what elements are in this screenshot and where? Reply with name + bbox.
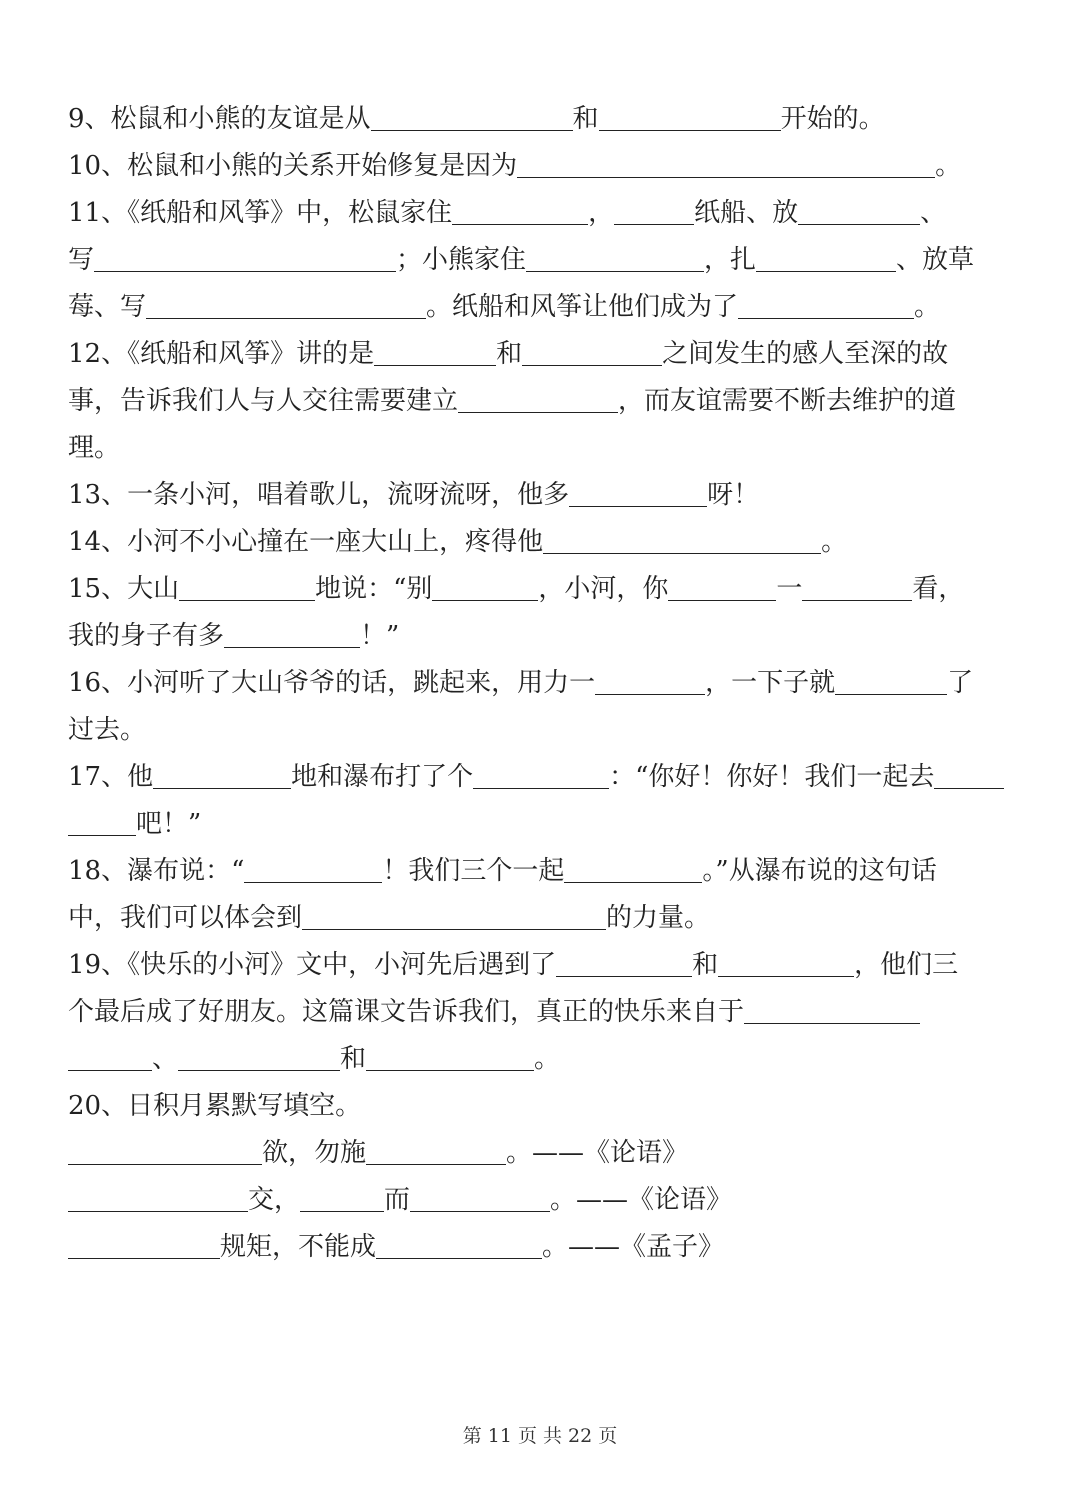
text: 19、《快乐的小河》文中，小河先后遇到了 [68,950,557,980]
text: 欲，勿施 [262,1138,367,1168]
quote-line-1 [68,1130,1016,1177]
question-12-continued [68,378,1016,425]
page-number-footer: 第 11 页 共 22 页 [462,1425,618,1447]
text: 个最后成了好朋友。这篇课文告诉我们，真正的快乐来自于 [68,997,745,1027]
question-11-continued [68,284,1016,331]
text: 写 [68,245,95,275]
text: ，扎 [704,245,757,275]
answer-blank[interactable] [68,805,136,836]
text: ；小熊家住 [396,245,527,275]
answer-blank[interactable] [410,1181,550,1212]
question-19-continued [68,989,1016,1036]
answer-blank[interactable] [718,946,854,977]
text: 了 [947,668,974,698]
answer-blank[interactable] [452,194,588,225]
text: 我的身子有多 [68,621,225,651]
question-17-continued [68,801,1016,848]
text: 规矩，不能成 [220,1232,377,1262]
text: 而 [384,1185,411,1215]
text: 事，告诉我们人与人交往需要建立 [68,386,459,416]
answer-blank[interactable] [366,1040,534,1071]
answer-blank[interactable] [756,241,896,272]
text: 的力量。 [606,903,711,933]
question-17 [68,754,1016,801]
text: 15、大山 [68,574,180,604]
answer-blank[interactable] [94,241,396,272]
text: 。——《论语》 [506,1138,689,1168]
text: 和 [496,339,523,369]
answer-blank[interactable] [802,570,912,601]
text: ，他们三 [854,950,959,980]
answer-blank[interactable] [614,194,694,225]
text: 地和瀑布打了个 [291,762,474,792]
answer-blank[interactable] [244,852,382,883]
text: 交， [248,1185,301,1215]
answer-blank[interactable] [300,1181,384,1212]
text: 一 [776,574,803,604]
text: 。 [914,292,941,322]
text: 和 [692,950,719,980]
question-15-continued [68,613,1016,660]
answer-blank[interactable] [543,523,821,554]
text: 18、瀑布说：“ [68,856,245,886]
answer-blank[interactable] [668,570,776,601]
text: 。 [534,1044,561,1074]
answer-blank[interactable] [68,1134,262,1165]
answer-blank[interactable] [556,946,692,977]
question-10 [68,143,1016,190]
answer-blank[interactable] [68,1228,220,1259]
text: ，而友谊需要不断去维护的道 [618,386,957,416]
text: ， [588,198,615,228]
text: 和 [340,1044,367,1074]
question-19-continued [68,1036,1016,1083]
text: 14、小河不小心撞在一座大山上，疼得他 [68,527,544,557]
answer-blank[interactable] [458,382,618,413]
answer-blank[interactable] [934,758,1004,789]
question-15 [68,566,1016,613]
text: 和 [572,104,599,134]
text: 、 [152,1044,179,1074]
answer-blank[interactable] [68,1040,152,1071]
answer-blank[interactable] [835,664,947,695]
answer-blank[interactable] [68,1181,248,1212]
text: 。 [821,527,848,557]
question-12 [68,331,1016,378]
text: 16、小河听了大山爷爷的话，跳起来，用力一 [68,668,596,698]
text: 开始的。 [780,104,885,134]
answer-blank[interactable] [569,476,707,507]
text: 呀！ [707,480,760,510]
quote-line-3 [68,1224,1016,1271]
text: 中，我们可以体会到 [68,903,303,933]
text: 、放草 [896,245,975,275]
text: 。——《论语》 [550,1185,733,1215]
question-list [68,96,1016,1271]
answer-blank[interactable] [798,194,920,225]
question-18-continued [68,895,1016,942]
text: ！我们三个一起 [382,856,565,886]
text: 11、《纸船和风筝》中，松鼠家住 [68,198,453,228]
answer-blank[interactable] [564,852,702,883]
question-20 [68,1083,1016,1130]
answer-blank[interactable] [178,1040,340,1071]
question-16 [68,660,1016,707]
answer-blank[interactable] [517,147,935,178]
answer-blank[interactable] [366,1134,506,1165]
answer-blank[interactable] [153,758,291,789]
answer-blank[interactable] [376,1228,542,1259]
text: 、 [920,198,947,228]
text: 莓、写 [68,292,147,322]
text: 13、一条小河，唱着歌儿，流呀流呀，他多 [68,480,570,510]
question-9 [68,96,1016,143]
answer-blank[interactable] [374,335,496,366]
answer-blank[interactable] [744,993,920,1024]
answer-blank[interactable] [432,570,538,601]
question-19 [68,942,1016,989]
text: 之间发生的感人至深的故 [662,339,949,369]
text: 地说：“别 [315,574,433,604]
text: ！” [360,621,400,651]
quote-line-2 [68,1177,1016,1224]
text: ：“你好！你好！我们一起去 [609,762,935,792]
answer-blank[interactable] [371,100,573,131]
answer-blank[interactable] [473,758,609,789]
text: 。”从瀑布说的这句话 [702,856,937,886]
answer-blank[interactable] [146,288,426,319]
question-16-continued [68,707,1016,754]
answer-blank[interactable] [526,241,704,272]
text: 10、松鼠和小熊的关系开始修复是因为 [68,151,518,181]
text: ，小河，你 [538,574,669,604]
question-11 [68,190,1016,237]
text: 20、日积月累默写填空。 [68,1091,362,1121]
text: 17、他 [68,762,154,792]
answer-blank[interactable] [738,288,914,319]
question-13 [68,472,1016,519]
text: 。纸船和风筝让他们成为了 [426,292,739,322]
question-11-continued [68,237,1016,284]
text: 过去。 [68,715,147,745]
text: 。 [935,151,962,181]
text: 纸船、放 [694,198,799,228]
answer-blank[interactable] [179,570,315,601]
text: 。——《孟子》 [542,1232,725,1262]
question-14 [68,519,1016,566]
text: 9、松鼠和小熊的友谊是从 [68,104,371,134]
text: 吧！” [136,809,202,839]
question-12-continued [68,425,1016,472]
text: 理。 [68,433,121,463]
answer-blank[interactable] [522,335,662,366]
answer-blank[interactable] [302,899,606,930]
text: 看， [912,574,965,604]
answer-blank[interactable] [599,100,781,131]
answer-blank[interactable] [224,617,360,648]
text: ，一下子就 [705,668,836,698]
text: 12、《纸船和风筝》讲的是 [68,339,375,369]
answer-blank[interactable] [595,664,705,695]
question-18 [68,848,1016,895]
